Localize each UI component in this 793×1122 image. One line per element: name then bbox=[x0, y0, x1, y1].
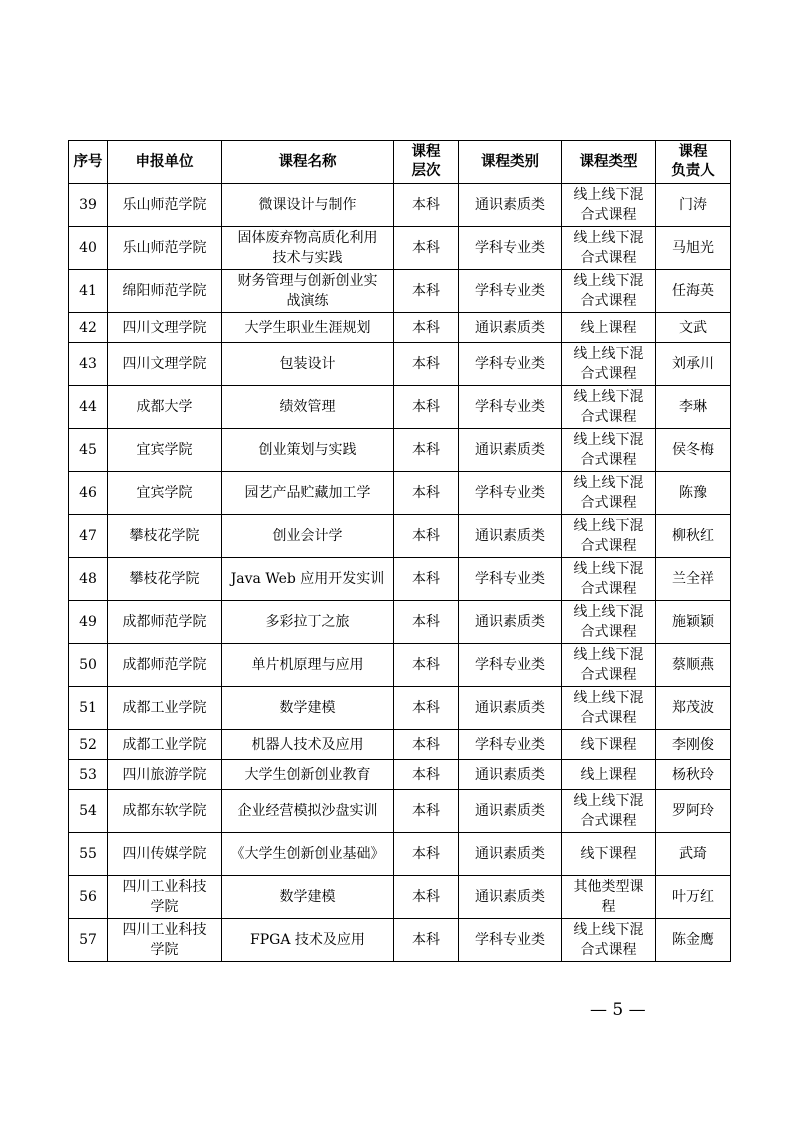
cell-name: 财务管理与创新创业实 战演练 bbox=[222, 270, 394, 313]
cell-unit: 乐山师范学院 bbox=[108, 184, 222, 227]
cell-type: 线上线下混 合式课程 bbox=[562, 270, 656, 313]
cell-name: 固体废弃物高质化利用 技术与实践 bbox=[222, 227, 394, 270]
cell-seq: 56 bbox=[69, 876, 108, 919]
cell-unit: 宜宾学院 bbox=[108, 429, 222, 472]
cell-category: 通识素质类 bbox=[459, 429, 562, 472]
cell-level: 本科 bbox=[394, 558, 459, 601]
cell-type: 线上线下混 合式课程 bbox=[562, 644, 656, 687]
cell-category: 通识素质类 bbox=[459, 601, 562, 644]
cell-level: 本科 bbox=[394, 644, 459, 687]
table-row bbox=[69, 760, 731, 790]
cell-owner: 施颖颖 bbox=[656, 601, 731, 644]
cell-owner: 陈金鹰 bbox=[656, 919, 731, 962]
cell-name: 包装设计 bbox=[222, 343, 394, 386]
cell-type: 线上线下混 合式课程 bbox=[562, 790, 656, 833]
cell-type: 线上线下混 合式课程 bbox=[562, 343, 656, 386]
table-row bbox=[69, 429, 731, 472]
cell-unit: 四川文理学院 bbox=[108, 313, 222, 343]
cell-seq: 44 bbox=[69, 386, 108, 429]
cell-level: 本科 bbox=[394, 429, 459, 472]
cell-name: FPGA 技术及应用 bbox=[222, 919, 394, 962]
cell-seq: 43 bbox=[69, 343, 108, 386]
cell-type: 线上线下混 合式课程 bbox=[562, 919, 656, 962]
cell-type: 线上线下混 合式课程 bbox=[562, 227, 656, 270]
cell-category: 通识素质类 bbox=[459, 687, 562, 730]
cell-unit: 乐山师范学院 bbox=[108, 227, 222, 270]
cell-category: 通识素质类 bbox=[459, 790, 562, 833]
cell-level: 本科 bbox=[394, 343, 459, 386]
table-row bbox=[69, 876, 731, 919]
cell-owner: 杨秋玲 bbox=[656, 760, 731, 790]
table-row bbox=[69, 472, 731, 515]
cell-level: 本科 bbox=[394, 687, 459, 730]
cell-unit: 成都工业学院 bbox=[108, 687, 222, 730]
cell-owner: 罗阿玲 bbox=[656, 790, 731, 833]
cell-owner: 李刚俊 bbox=[656, 730, 731, 760]
cell-name: 机器人技术及应用 bbox=[222, 730, 394, 760]
table-row bbox=[69, 730, 731, 760]
cell-name: 大学生职业生涯规划 bbox=[222, 313, 394, 343]
cell-type: 线上线下混 合式课程 bbox=[562, 472, 656, 515]
cell-owner: 武琦 bbox=[656, 833, 731, 876]
cell-category: 学科专业类 bbox=[459, 919, 562, 962]
cell-owner: 文武 bbox=[656, 313, 731, 343]
cell-unit: 四川文理学院 bbox=[108, 343, 222, 386]
cell-category: 学科专业类 bbox=[459, 730, 562, 760]
cell-unit: 攀枝花学院 bbox=[108, 515, 222, 558]
cell-category: 学科专业类 bbox=[459, 343, 562, 386]
table-row bbox=[69, 790, 731, 833]
cell-owner: 兰全祥 bbox=[656, 558, 731, 601]
cell-name: 创业会计学 bbox=[222, 515, 394, 558]
table-header-row bbox=[69, 141, 731, 184]
cell-level: 本科 bbox=[394, 515, 459, 558]
cell-category: 学科专业类 bbox=[459, 558, 562, 601]
table-row bbox=[69, 919, 731, 962]
cell-level: 本科 bbox=[394, 730, 459, 760]
table-row bbox=[69, 343, 731, 386]
cell-seq: 40 bbox=[69, 227, 108, 270]
cell-category: 学科专业类 bbox=[459, 644, 562, 687]
cell-type: 其他类型课 程 bbox=[562, 876, 656, 919]
cell-level: 本科 bbox=[394, 601, 459, 644]
header-type: 课程类型 bbox=[562, 141, 656, 184]
cell-name: 数学建模 bbox=[222, 876, 394, 919]
cell-name: 数学建模 bbox=[222, 687, 394, 730]
cell-name: 企业经营模拟沙盘实训 bbox=[222, 790, 394, 833]
cell-type: 线上课程 bbox=[562, 313, 656, 343]
cell-level: 本科 bbox=[394, 833, 459, 876]
cell-seq: 51 bbox=[69, 687, 108, 730]
cell-category: 通识素质类 bbox=[459, 313, 562, 343]
cell-name: 园艺产品贮藏加工学 bbox=[222, 472, 394, 515]
cell-unit: 四川旅游学院 bbox=[108, 760, 222, 790]
cell-level: 本科 bbox=[394, 876, 459, 919]
table-row bbox=[69, 601, 731, 644]
cell-unit: 四川工业科技 学院 bbox=[108, 876, 222, 919]
cell-category: 学科专业类 bbox=[459, 227, 562, 270]
header-owner: 课程 负责人 bbox=[656, 141, 731, 184]
cell-type: 线上线下混 合式课程 bbox=[562, 601, 656, 644]
cell-level: 本科 bbox=[394, 270, 459, 313]
cell-category: 通识素质类 bbox=[459, 833, 562, 876]
cell-level: 本科 bbox=[394, 386, 459, 429]
cell-category: 通识素质类 bbox=[459, 876, 562, 919]
cell-type: 线上线下混 合式课程 bbox=[562, 429, 656, 472]
cell-level: 本科 bbox=[394, 227, 459, 270]
cell-seq: 53 bbox=[69, 760, 108, 790]
cell-type: 线上线下混 合式课程 bbox=[562, 515, 656, 558]
cell-unit: 成都师范学院 bbox=[108, 601, 222, 644]
table-row bbox=[69, 833, 731, 876]
cell-name: Java Web 应用开发实训 bbox=[222, 558, 394, 601]
table-row bbox=[69, 687, 731, 730]
cell-name: 《大学生创新创业基础》 bbox=[222, 833, 394, 876]
cell-level: 本科 bbox=[394, 919, 459, 962]
cell-name: 大学生创新创业教育 bbox=[222, 760, 394, 790]
cell-category: 通识素质类 bbox=[459, 760, 562, 790]
table-row bbox=[69, 227, 731, 270]
cell-owner: 郑茂波 bbox=[656, 687, 731, 730]
table-row bbox=[69, 270, 731, 313]
cell-owner: 任海英 bbox=[656, 270, 731, 313]
table-body bbox=[69, 184, 731, 962]
cell-seq: 41 bbox=[69, 270, 108, 313]
table-row bbox=[69, 558, 731, 601]
cell-name: 微课设计与制作 bbox=[222, 184, 394, 227]
cell-unit: 四川工业科技 学院 bbox=[108, 919, 222, 962]
cell-seq: 55 bbox=[69, 833, 108, 876]
cell-unit: 成都工业学院 bbox=[108, 730, 222, 760]
header-seq: 序号 bbox=[69, 141, 108, 184]
cell-seq: 50 bbox=[69, 644, 108, 687]
course-table bbox=[68, 140, 731, 962]
cell-owner: 侯冬梅 bbox=[656, 429, 731, 472]
header-category: 课程类别 bbox=[459, 141, 562, 184]
cell-type: 线上线下混 合式课程 bbox=[562, 184, 656, 227]
cell-owner: 蔡顺燕 bbox=[656, 644, 731, 687]
cell-category: 通识素质类 bbox=[459, 515, 562, 558]
cell-level: 本科 bbox=[394, 184, 459, 227]
cell-unit: 攀枝花学院 bbox=[108, 558, 222, 601]
cell-unit: 四川传媒学院 bbox=[108, 833, 222, 876]
cell-seq: 39 bbox=[69, 184, 108, 227]
cell-type: 线上线下混 合式课程 bbox=[562, 558, 656, 601]
table-row bbox=[69, 313, 731, 343]
cell-seq: 42 bbox=[69, 313, 108, 343]
cell-type: 线上线下混 合式课程 bbox=[562, 386, 656, 429]
table-row bbox=[69, 644, 731, 687]
cell-owner: 李琳 bbox=[656, 386, 731, 429]
cell-unit: 绵阳师范学院 bbox=[108, 270, 222, 313]
cell-level: 本科 bbox=[394, 760, 459, 790]
cell-seq: 54 bbox=[69, 790, 108, 833]
cell-unit: 宜宾学院 bbox=[108, 472, 222, 515]
header-level: 课程 层次 bbox=[394, 141, 459, 184]
cell-unit: 成都东软学院 bbox=[108, 790, 222, 833]
cell-name: 绩效管理 bbox=[222, 386, 394, 429]
cell-owner: 陈豫 bbox=[656, 472, 731, 515]
cell-name: 创业策划与实践 bbox=[222, 429, 394, 472]
cell-owner: 马旭光 bbox=[656, 227, 731, 270]
table-row bbox=[69, 386, 731, 429]
header-unit: 申报单位 bbox=[108, 141, 222, 184]
cell-level: 本科 bbox=[394, 472, 459, 515]
cell-name: 多彩拉丁之旅 bbox=[222, 601, 394, 644]
cell-level: 本科 bbox=[394, 313, 459, 343]
cell-owner: 门涛 bbox=[656, 184, 731, 227]
cell-category: 学科专业类 bbox=[459, 386, 562, 429]
cell-name: 单片机原理与应用 bbox=[222, 644, 394, 687]
cell-type: 线下课程 bbox=[562, 730, 656, 760]
table-row bbox=[69, 184, 731, 227]
cell-seq: 57 bbox=[69, 919, 108, 962]
cell-seq: 52 bbox=[69, 730, 108, 760]
cell-unit: 成都大学 bbox=[108, 386, 222, 429]
cell-type: 线上线下混 合式课程 bbox=[562, 687, 656, 730]
cell-seq: 47 bbox=[69, 515, 108, 558]
cell-type: 线上课程 bbox=[562, 760, 656, 790]
cell-category: 通识素质类 bbox=[459, 184, 562, 227]
table-row bbox=[69, 515, 731, 558]
cell-owner: 刘承川 bbox=[656, 343, 731, 386]
cell-seq: 46 bbox=[69, 472, 108, 515]
cell-seq: 48 bbox=[69, 558, 108, 601]
cell-seq: 49 bbox=[69, 601, 108, 644]
cell-category: 学科专业类 bbox=[459, 270, 562, 313]
cell-level: 本科 bbox=[394, 790, 459, 833]
cell-category: 学科专业类 bbox=[459, 472, 562, 515]
page-number: — 5 — bbox=[590, 1000, 646, 1020]
cell-seq: 45 bbox=[69, 429, 108, 472]
cell-type: 线下课程 bbox=[562, 833, 656, 876]
cell-owner: 叶万红 bbox=[656, 876, 731, 919]
cell-owner: 柳秋红 bbox=[656, 515, 731, 558]
cell-unit: 成都师范学院 bbox=[108, 644, 222, 687]
header-name: 课程名称 bbox=[222, 141, 394, 184]
